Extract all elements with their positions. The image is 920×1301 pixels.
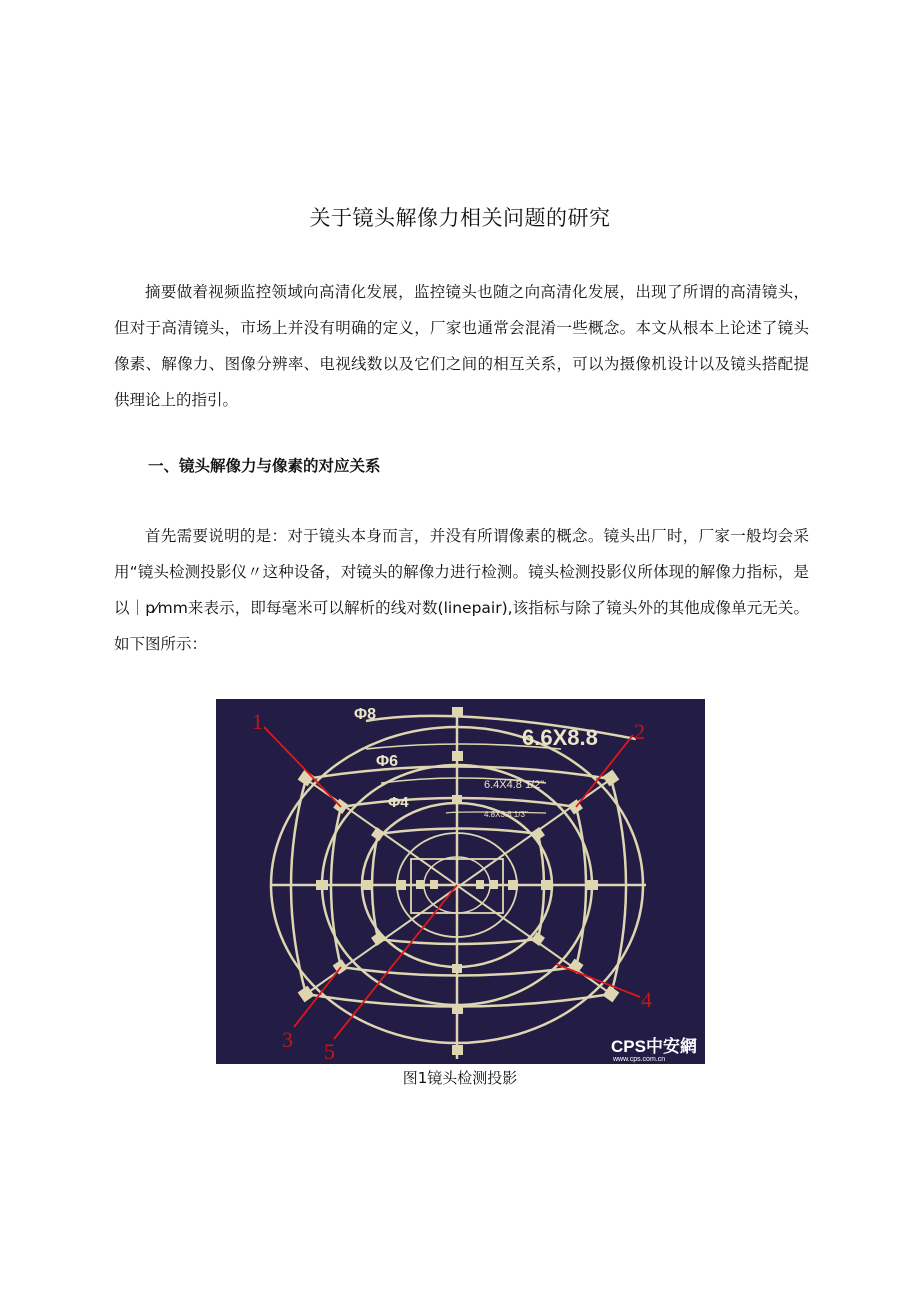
bars-c2 bbox=[430, 880, 438, 889]
marker-label-2: 2 bbox=[634, 719, 645, 744]
bars-right-3 bbox=[508, 880, 518, 890]
label-size-small: 4.8X3.6 1/3" bbox=[484, 810, 528, 819]
bars-right bbox=[586, 880, 598, 890]
bars-bottom-2 bbox=[452, 1004, 463, 1014]
bars-inner-tr bbox=[531, 827, 545, 841]
bars-inner-tl bbox=[371, 827, 385, 841]
chart-labels bbox=[354, 706, 598, 819]
bars-top-3 bbox=[452, 795, 462, 804]
label-size-large: 6.6X8.8 bbox=[522, 725, 598, 750]
label-phi4: Φ4 bbox=[388, 794, 409, 811]
bars-c4 bbox=[490, 880, 498, 889]
bars-top bbox=[452, 707, 463, 717]
document-title: 关于镜头解像力相关问题的研究 bbox=[309, 206, 611, 230]
lens-test-chart bbox=[216, 699, 705, 1064]
bars-right-2 bbox=[541, 880, 552, 890]
bars-c1 bbox=[416, 880, 424, 889]
bars-corner-bl bbox=[298, 986, 315, 1003]
label-size-mid: 6.4X4.8 1/2" bbox=[484, 779, 545, 791]
section-heading: 一、镜头解像力与像素的对应关系 bbox=[148, 457, 381, 475]
bars-left-2 bbox=[362, 880, 373, 890]
figure-caption: 图1镜头检测投影 bbox=[402, 1069, 518, 1087]
watermark-logo bbox=[611, 1036, 697, 1063]
label-phi6: Φ6 bbox=[376, 753, 399, 770]
marker-label-1: 1 bbox=[252, 709, 263, 734]
marker-label-3: 3 bbox=[282, 1027, 293, 1052]
bars-bottom-3 bbox=[452, 964, 462, 973]
abstract-paragraph: 摘要做着视频监控领域向高清化发展，监控镜头也随之向高清化发展，出现了所谓的高清镜头，但对于高清镜头，市场上并没有明确的定义，厂家也通常会混淆一些概念。本文从根本上论述了镜头像素、解像力、图像分辨率、电视线数以及它们之间的相互关系，可以为摄像机设计以及镜头搭配提供理论上的指引。 bbox=[114, 283, 809, 409]
bars-top-2 bbox=[452, 751, 463, 761]
section-paragraph: 首先需要说明的是：对于镜头本身而言，并没有所谓像素的概念。镜头出厂时，厂家一般均会采用“镜头检测投影仪〃这种设备，对镜头的解像力进行检测。镜头检测投影仪所体现的解像力指标，是以｜p⁄mm来表示，即每毫米可以解析的线对数(linepair),该指标与除了镜头外的其他成像单元无关。如下图所示： bbox=[114, 527, 809, 653]
bars-c3 bbox=[476, 880, 484, 889]
watermark-text: CPS中安網 bbox=[611, 1037, 697, 1056]
watermark-url: www.cps.com.cn bbox=[613, 1056, 666, 1063]
bars-left bbox=[316, 880, 328, 890]
lens-test-projection-figure bbox=[216, 699, 705, 1064]
marker-label-4: 4 bbox=[641, 987, 652, 1012]
bars-left-3 bbox=[396, 880, 406, 890]
label-phi8: Φ8 bbox=[354, 706, 377, 723]
bars-inner-bl bbox=[371, 932, 385, 946]
bars-bottom bbox=[452, 1045, 463, 1055]
marker-label-5: 5 bbox=[324, 1039, 335, 1064]
marker-line-4 bbox=[556, 964, 640, 997]
